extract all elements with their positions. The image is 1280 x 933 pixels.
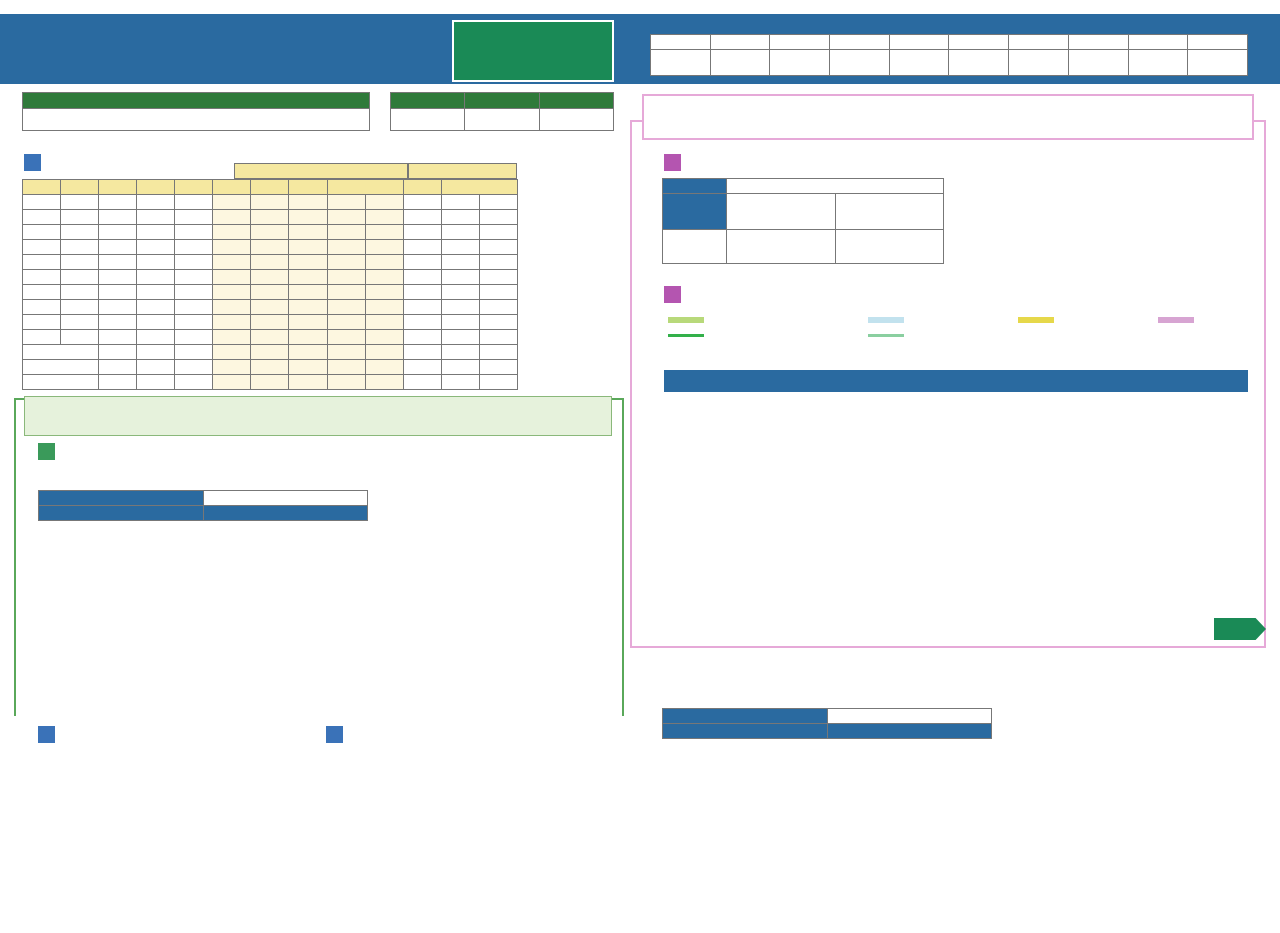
score-cell (289, 225, 327, 240)
student-cell-5 (949, 50, 1009, 76)
score-table (22, 179, 518, 390)
score-cell (175, 300, 213, 315)
score-cell (479, 330, 517, 345)
score-cell (365, 300, 403, 315)
score-cell (479, 240, 517, 255)
section5-number (664, 154, 681, 171)
score-row (23, 285, 518, 300)
score-cell (175, 195, 213, 210)
s5-target-label (663, 194, 727, 230)
score-cell (479, 195, 517, 210)
back-page-button[interactable] (1214, 618, 1266, 640)
score-cell (403, 240, 441, 255)
j1-line-label (39, 506, 204, 521)
s1-col (327, 180, 403, 195)
score-cell (99, 345, 137, 360)
score-cell (403, 210, 441, 225)
subject (61, 315, 99, 330)
count-rikei (539, 109, 613, 131)
score-cell (289, 345, 327, 360)
s1-col (251, 180, 289, 195)
score-cell (175, 285, 213, 300)
score-cell (479, 315, 517, 330)
score-cell (365, 375, 403, 390)
subject-group (23, 270, 61, 285)
score-cell (175, 315, 213, 330)
examinee-count-table (390, 92, 614, 131)
score-row (23, 375, 518, 390)
score-cell (403, 255, 441, 270)
score-cell (441, 210, 479, 225)
section5-title (664, 154, 685, 175)
score-cell (99, 375, 137, 390)
score-cell (441, 330, 479, 345)
score-cell (479, 300, 517, 315)
score-cell (289, 240, 327, 255)
score-cell (365, 330, 403, 345)
section4-number (326, 726, 343, 743)
s1-col (99, 180, 137, 195)
first-judge-table (38, 490, 368, 521)
subject-deviation-chart (34, 762, 290, 928)
student-cell-6 (1009, 50, 1069, 76)
s5-your-label (727, 194, 836, 230)
group-all-header (234, 163, 408, 179)
score-cell (441, 315, 479, 330)
section1-title (24, 154, 45, 175)
score-cell (251, 210, 289, 225)
score-cell (213, 360, 251, 375)
score-cell (403, 270, 441, 285)
student-col-6 (1009, 35, 1069, 50)
score-cell (327, 240, 365, 255)
s1-col (403, 180, 441, 195)
student-col-1 (710, 35, 770, 50)
subject-group (23, 225, 61, 240)
score-cell (403, 345, 441, 360)
score-cell (137, 360, 175, 375)
s5-choice-label (663, 179, 727, 194)
subject-group (23, 300, 61, 315)
student-col-7 (1068, 35, 1128, 50)
score-row (23, 270, 518, 285)
score-cell (365, 315, 403, 330)
score-cell (365, 270, 403, 285)
score-row (23, 255, 518, 270)
score-cell (213, 225, 251, 240)
score-cell (137, 225, 175, 240)
dist2-chart (1000, 744, 1128, 920)
subject-group (23, 255, 61, 270)
section2-title (38, 443, 59, 464)
score-cell (403, 375, 441, 390)
score-cell (251, 330, 289, 345)
score-cell (289, 330, 327, 345)
score-cell (289, 300, 327, 315)
score-cell (175, 255, 213, 270)
score-cell (365, 210, 403, 225)
student-col-3 (830, 35, 890, 50)
section6-number (664, 286, 681, 303)
score-cell (137, 195, 175, 210)
score-cell (289, 375, 327, 390)
score-cell (441, 360, 479, 375)
score-cell (479, 285, 517, 300)
score-cell (289, 315, 327, 330)
s1-col (175, 180, 213, 195)
score-cell (441, 240, 479, 255)
score-cell (99, 270, 137, 285)
score-cell (251, 345, 289, 360)
score-cell (327, 345, 365, 360)
subject (61, 225, 99, 240)
score-cell (441, 285, 479, 300)
score-cell (327, 375, 365, 390)
score-cell (441, 345, 479, 360)
score-cell (479, 360, 517, 375)
score-row (23, 195, 518, 210)
score-cell (213, 255, 251, 270)
student-col-2 (770, 35, 830, 50)
score-cell (175, 225, 213, 240)
student-cell-7 (1068, 50, 1128, 76)
student-cell-1 (710, 50, 770, 76)
s5-score (727, 230, 836, 264)
s1-col (61, 180, 99, 195)
score-cell (441, 195, 479, 210)
score-cell (403, 315, 441, 330)
score-cell (99, 240, 137, 255)
score-cell (327, 225, 365, 240)
score-cell (327, 255, 365, 270)
score-cell (137, 330, 175, 345)
score-cell (365, 360, 403, 375)
student-cell-3 (830, 50, 890, 76)
s1-col (23, 180, 61, 195)
score-cell (175, 240, 213, 255)
score-cell (289, 360, 327, 375)
score-cell (365, 255, 403, 270)
dist1-chart (376, 530, 504, 702)
s5-target (663, 230, 727, 264)
score-row (23, 330, 518, 345)
j1-judge-label (203, 506, 368, 521)
score-cell (213, 315, 251, 330)
score-cell (365, 195, 403, 210)
count-bunkei (465, 109, 539, 131)
ref-grade-legend (1008, 700, 1228, 727)
subject (61, 270, 99, 285)
first-choice-value (23, 109, 370, 131)
j1-choice-value (203, 491, 368, 506)
score-cell (327, 210, 365, 225)
score-cell (403, 300, 441, 315)
score-cell (365, 285, 403, 300)
score-cell (251, 240, 289, 255)
score-cell (99, 225, 137, 240)
score-cell (213, 195, 251, 210)
row-label (23, 375, 99, 390)
student-col-8 (1128, 35, 1188, 50)
subject (61, 255, 99, 270)
second-judge-table (662, 708, 992, 739)
score-cell (175, 330, 213, 345)
student-col-5 (949, 35, 1009, 50)
score-cell (99, 255, 137, 270)
score-cell (137, 315, 175, 330)
score-cell (137, 375, 175, 390)
subject (61, 240, 99, 255)
score-cell (213, 330, 251, 345)
score-cell (251, 195, 289, 210)
score-cell (251, 315, 289, 330)
j2-choice-label (663, 709, 828, 724)
score-cell (175, 375, 213, 390)
score-cell (441, 300, 479, 315)
student-cell-8 (1128, 50, 1188, 76)
score-row (23, 240, 518, 255)
score-cell (251, 255, 289, 270)
score-row (23, 360, 518, 375)
section4-title (326, 726, 347, 747)
s1-col (441, 180, 517, 195)
student-cell-9 (1188, 50, 1248, 76)
score-cell (99, 300, 137, 315)
score-cell (99, 330, 137, 345)
section3-number (38, 726, 55, 743)
score-cell (403, 330, 441, 345)
student-cell-0 (651, 50, 711, 76)
score-cell (99, 195, 137, 210)
score-cell (213, 285, 251, 300)
j2-choice-value (827, 709, 992, 724)
subject-group (23, 330, 61, 345)
score-cell (251, 360, 289, 375)
row-label (23, 360, 99, 375)
score-cell (441, 270, 479, 285)
count-h2 (465, 93, 539, 109)
subject (61, 300, 99, 315)
score-cell (441, 375, 479, 390)
score-cell (137, 300, 175, 315)
student-cell-4 (889, 50, 949, 76)
score-cell (479, 270, 517, 285)
row-label (23, 345, 99, 360)
score-cell (99, 285, 137, 300)
grade-legend (384, 484, 594, 511)
score-cell (175, 210, 213, 225)
score-cell (251, 225, 289, 240)
score-cell (289, 210, 327, 225)
score-cell (327, 270, 365, 285)
subject-group (23, 285, 61, 300)
score-cell (137, 240, 175, 255)
score-cell (327, 330, 365, 345)
student-col-9 (1188, 35, 1248, 50)
score-cell (403, 360, 441, 375)
score-cell (99, 315, 137, 330)
score-cell (289, 285, 327, 300)
subject (61, 330, 99, 345)
score-cell (327, 300, 365, 315)
section6-title (664, 286, 685, 307)
student-col-0 (651, 35, 711, 50)
score-cell (137, 345, 175, 360)
score-cell (99, 210, 137, 225)
student-cell-2 (770, 50, 830, 76)
score-row (23, 225, 518, 240)
section3-title (38, 726, 59, 747)
score-cell (251, 375, 289, 390)
score-cell (213, 345, 251, 360)
score-cell (479, 345, 517, 360)
score-cell (403, 195, 441, 210)
score-cell (213, 270, 251, 285)
score-cell (441, 255, 479, 270)
score-cell (175, 270, 213, 285)
group-school-header (408, 163, 517, 179)
last-year-chart (326, 760, 516, 932)
score-cell (175, 360, 213, 375)
count-h3 (539, 93, 613, 109)
subject (61, 195, 99, 210)
student-col-4 (889, 35, 949, 50)
s1-col (137, 180, 175, 195)
score-cell (365, 240, 403, 255)
score-cell (365, 345, 403, 360)
subject (61, 210, 99, 225)
score-row (23, 300, 518, 315)
score-row (23, 315, 518, 330)
score-cell (137, 255, 175, 270)
score-cell (289, 270, 327, 285)
s6-banner (664, 370, 1248, 392)
score-cell (365, 225, 403, 240)
section2-number (38, 443, 55, 460)
target-table (662, 178, 944, 264)
score-cell (251, 300, 289, 315)
subject-group (23, 210, 61, 225)
score-cell (251, 270, 289, 285)
score-cell (213, 210, 251, 225)
score-cell (213, 300, 251, 315)
score-cell (479, 225, 517, 240)
s1-col (289, 180, 327, 195)
score-cell (289, 195, 327, 210)
first-choice-label (23, 93, 370, 109)
score-cell (327, 285, 365, 300)
compare-note-box (24, 396, 612, 436)
green-frame (14, 398, 624, 716)
score-cell (479, 210, 517, 225)
score-cell (175, 345, 213, 360)
j1-choice-label (39, 491, 204, 506)
score-cell (327, 195, 365, 210)
section1-number (24, 154, 41, 171)
progress-chart (660, 394, 1256, 620)
score-cell (403, 285, 441, 300)
score-cell (441, 225, 479, 240)
score-cell (479, 255, 517, 270)
school-logo (452, 20, 614, 82)
score-cell (213, 375, 251, 390)
s1-col (213, 180, 251, 195)
subject-group (23, 195, 61, 210)
score-cell (137, 270, 175, 285)
score-cell (403, 225, 441, 240)
subject-group (23, 315, 61, 330)
j2-judge-label (827, 724, 992, 739)
subject-group (23, 240, 61, 255)
s6-legend (668, 312, 1248, 344)
score-cell (213, 240, 251, 255)
info-box (642, 94, 1254, 140)
score-cell (251, 285, 289, 300)
s5-choice-value (727, 179, 944, 194)
j2-line-label (663, 724, 828, 739)
count-total (391, 109, 465, 131)
count-h1 (391, 93, 465, 109)
subject (61, 285, 99, 300)
score-cell (137, 210, 175, 225)
score-cell (99, 360, 137, 375)
score-cell (289, 255, 327, 270)
first-choice-box (22, 92, 370, 131)
score-row (23, 345, 518, 360)
score-cell (479, 375, 517, 390)
score-cell (327, 315, 365, 330)
student-info-table (650, 34, 1248, 76)
score-cell (137, 285, 175, 300)
score-row (23, 210, 518, 225)
score-cell (327, 360, 365, 375)
